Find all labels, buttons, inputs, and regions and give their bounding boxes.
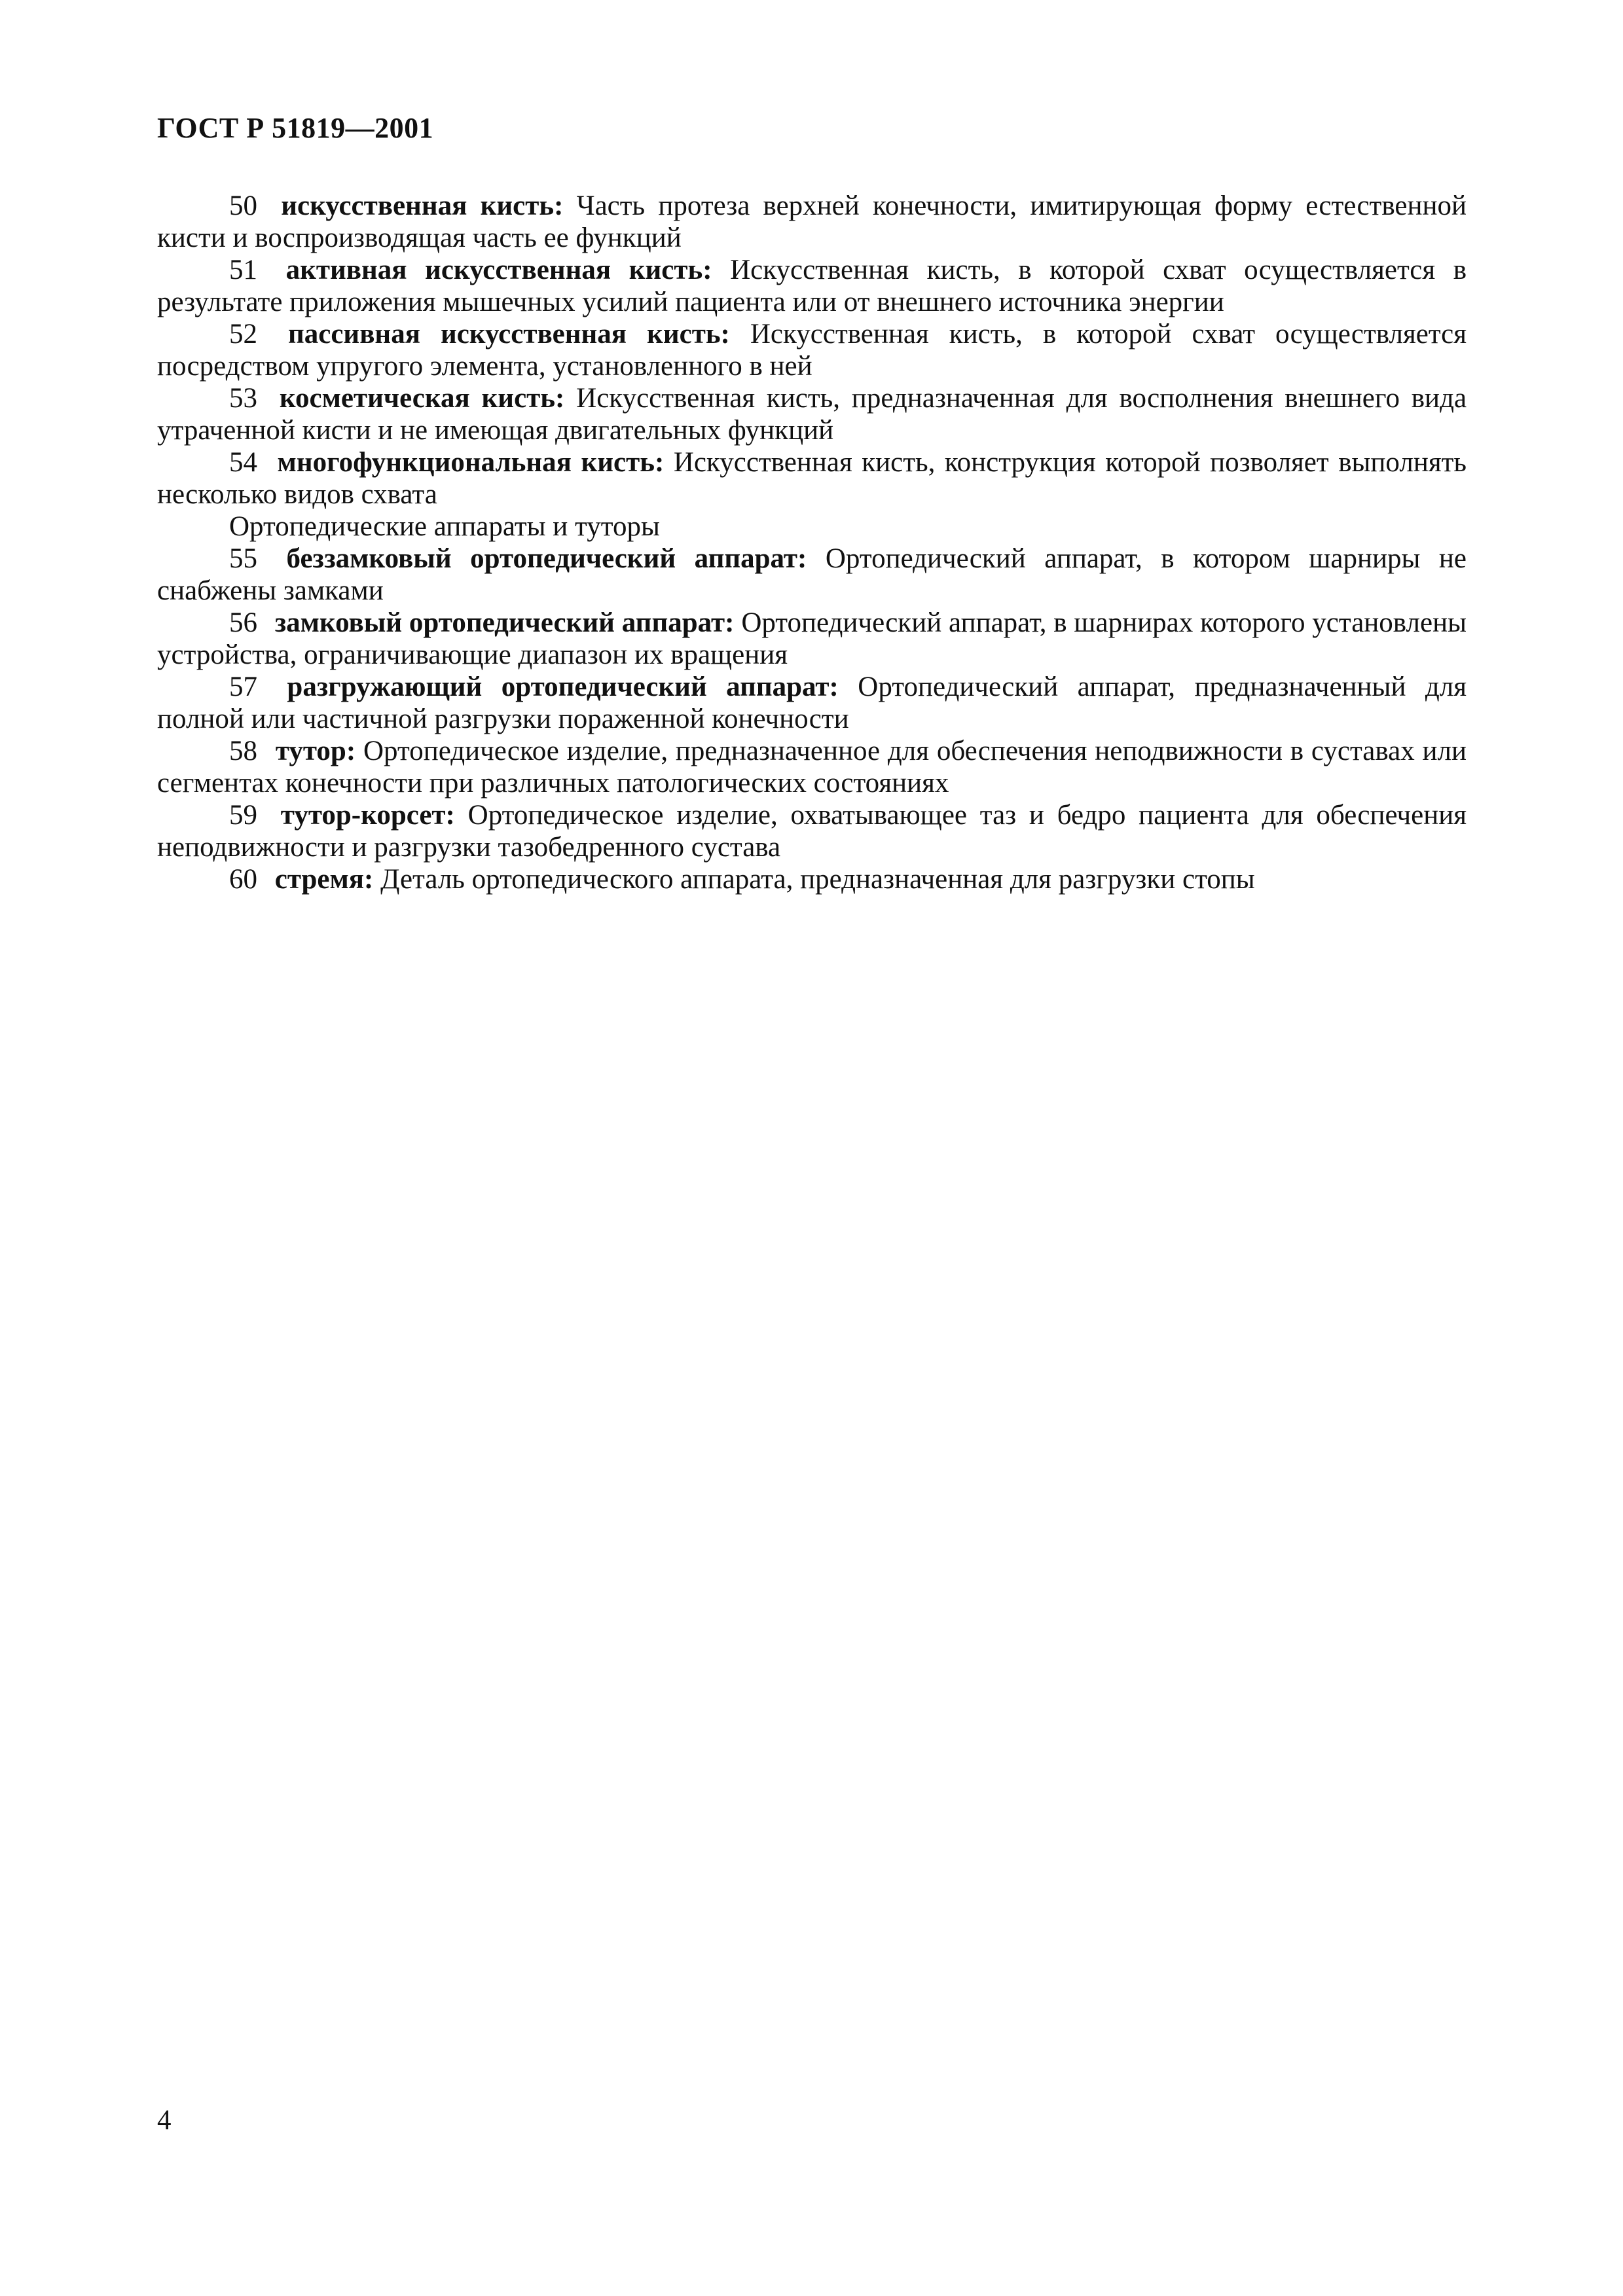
document-id-header: ГОСТ Р 51819—2001: [157, 112, 434, 144]
term-number: 59: [229, 800, 257, 831]
term-definition: Ортопедическое изделие, охватывающее таз и бедро пациента для обеспечения неподвижности и разгрузки тазобедренного сустава: [157, 800, 1467, 863]
page-number: 4: [157, 2105, 172, 2136]
term-entry-53: [157, 382, 1467, 446]
term-entry-54: [157, 446, 1467, 511]
term-name: стремя:: [274, 864, 374, 895]
term-definition: Искусственная кисть, конструкция которой позволяет выполнять несколько видов схвата: [157, 447, 1467, 510]
term-entry-59: [157, 799, 1467, 863]
term-number: 60: [229, 864, 257, 895]
term-number: 52: [229, 319, 257, 350]
term-name: многофункциональная кисть:: [277, 447, 665, 478]
term-entry-51: [157, 254, 1467, 318]
term-definition: Ортопедический аппарат, предназначенный для полной или частичной разгрузки пораженной конечности: [157, 672, 1467, 734]
term-entry-56: [157, 607, 1467, 671]
term-entry-58: [157, 735, 1467, 799]
term-number: 51: [229, 255, 257, 285]
term-name: разгружающий ортопедический аппарат:: [287, 672, 839, 702]
term-definition: Искусственная кисть, предназначенная для восполнения внешнего вида утраченной кисти и не имеющая двигательных функций: [157, 383, 1467, 446]
term-definition: Ортопедический аппарат, в котором шарниры не снабжены замками: [157, 543, 1467, 606]
term-name: искусственная кисть:: [281, 190, 564, 221]
term-name: косметическая кисть:: [279, 383, 565, 414]
term-definition: Ортопедическое изделие, предназначенное для обеспечения неподвижности в суставах или сегментах конечности при различных патологических состояниях: [157, 736, 1467, 798]
term-number: 58: [229, 736, 257, 766]
term-number: 53: [229, 383, 257, 414]
term-entry-52: [157, 318, 1467, 382]
term-definition: Часть протеза верхней конечности, имитирующая форму естественной кисти и воспроизводящая часть ее функций: [157, 190, 1467, 253]
term-number: 57: [229, 672, 257, 702]
term-number: 54: [229, 447, 257, 478]
term-definition: Искусственная кисть, в которой схват осуществляется посредством упругого элемента, установленного в ней: [157, 319, 1467, 382]
term-name: пассивная искусственная кисть:: [287, 319, 730, 350]
term-name: тутор:: [275, 736, 356, 766]
term-definition: Искусственная кисть, в которой схват осуществляется в результате приложения мышечных усилий пациента или от внешнего источника энергии: [157, 255, 1467, 317]
terms-list: [157, 190, 1467, 895]
term-entry-57: [157, 671, 1467, 735]
term-number: 50: [229, 190, 257, 221]
term-entry-55: [157, 543, 1467, 607]
term-name: беззамковый ортопедический аппарат:: [286, 543, 807, 574]
section-title: Ортопедические аппараты и туторы: [229, 511, 660, 542]
term-name: замковый ортопедический аппарат:: [274, 607, 735, 638]
term-definition: Ортопедический аппарат, в шарнирах которого установлены устройства, ограничивающие диапазон их вращения: [157, 607, 1467, 670]
term-name: активная искусственная кисть:: [285, 255, 712, 285]
term-definition: Деталь ортопедического аппарата, предназначенная для разгрузки стопы: [380, 864, 1255, 895]
term-entry-60: [157, 863, 1467, 895]
term-name: тутор-корсет:: [280, 800, 455, 831]
term-number: 56: [229, 607, 257, 638]
term-number: 55: [229, 543, 257, 574]
term-entry-50: [157, 190, 1467, 254]
